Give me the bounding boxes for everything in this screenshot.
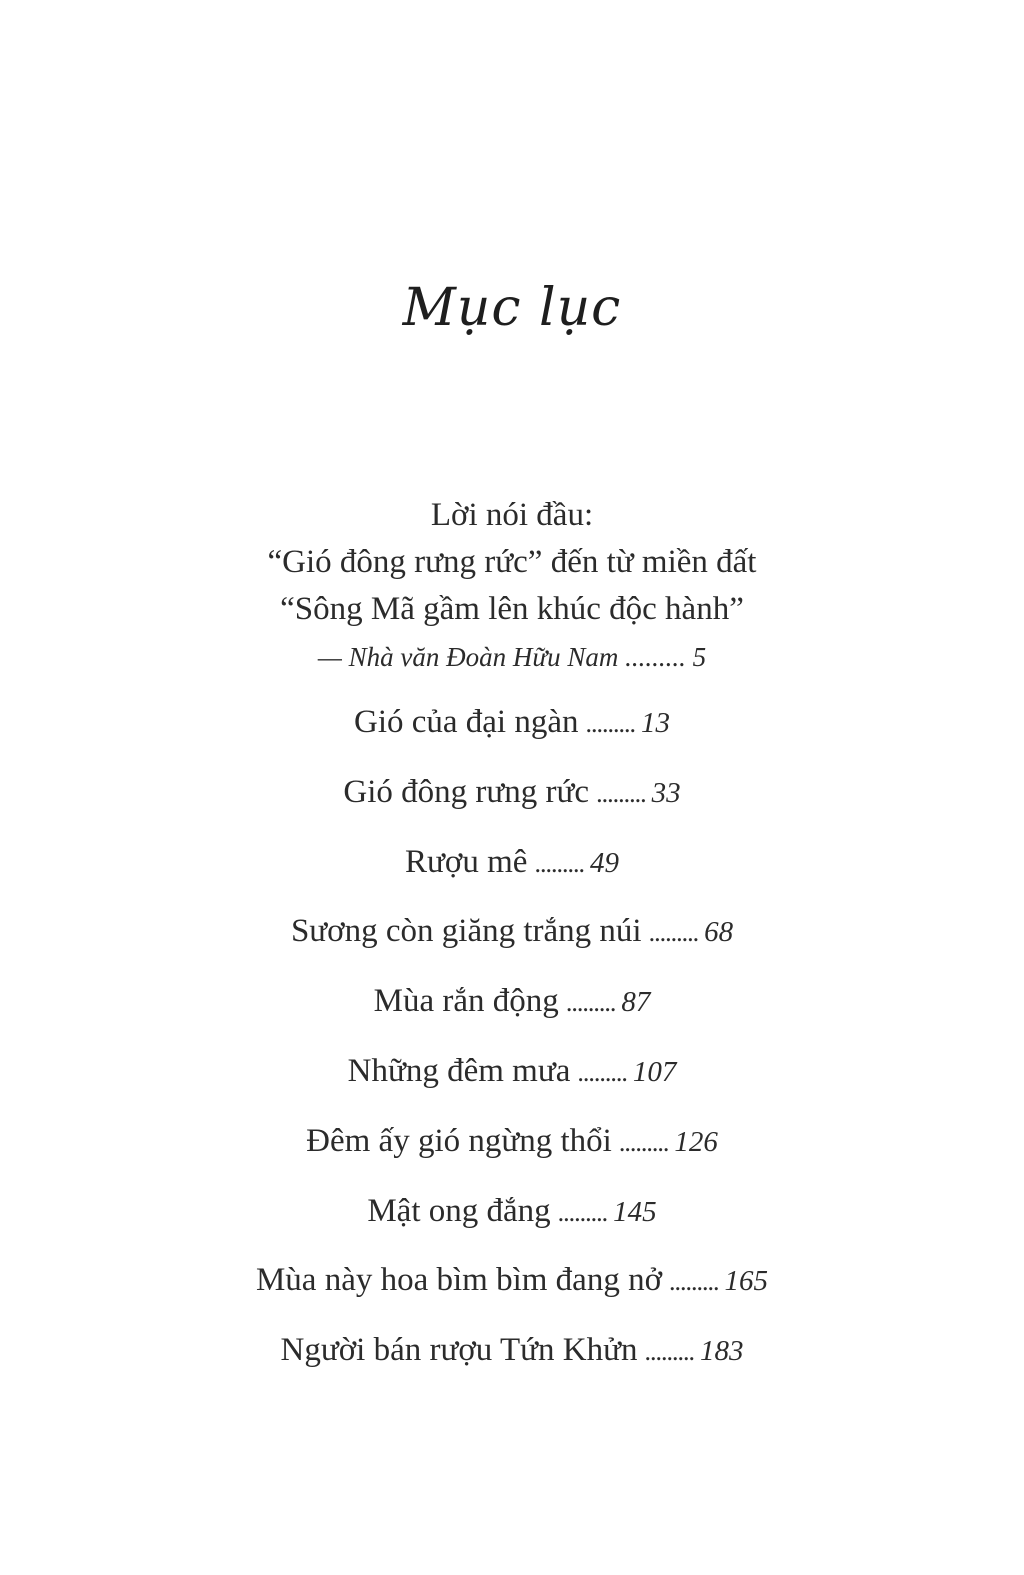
entry-page-number: 145 [613, 1195, 657, 1228]
preface-author-line [0, 635, 1024, 679]
entry-title: Gió đông rưng rức [343, 773, 590, 810]
toc-entry [0, 1109, 1024, 1179]
entry-page-number: 126 [674, 1125, 718, 1158]
entry-leader: ......... [585, 709, 635, 738]
page-title: Mục lục [402, 278, 622, 338]
entry-page-number: 107 [632, 1055, 677, 1088]
entry-title: Đêm ấy gió ngừng thổi [306, 1122, 612, 1159]
toc-entry [0, 690, 1024, 760]
entry-title: Gió của đại ngàn [353, 704, 579, 740]
entry-title: Những đêm mưa [347, 1052, 571, 1089]
entry-page-number: 13 [641, 707, 670, 739]
entry-page-number: 68 [704, 916, 734, 949]
toc-entry [0, 1179, 1024, 1249]
toc-entry [0, 760, 1024, 830]
entry-leader: ......... [644, 1337, 694, 1367]
entry-leader: ......... [565, 988, 616, 1018]
entry-page-number: 183 [699, 1335, 744, 1368]
entry-leader: ......... [557, 1197, 608, 1227]
entry-title: Người bán rượu Tứn Khửn [280, 1332, 638, 1369]
toc-entries [0, 690, 1024, 1388]
preface-author: — Nhà văn Đoàn Hữu Nam [317, 642, 619, 672]
entry-leader: ......... [618, 1127, 669, 1157]
entry-leader: ......... [534, 848, 584, 878]
entry-title: Sương còn giăng trắng núi [290, 913, 642, 950]
toc-entry [0, 1318, 1024, 1388]
entry-leader: ......... [577, 1057, 627, 1087]
preface-page-number: 5 [692, 642, 707, 672]
toc-entry [0, 1039, 1024, 1109]
toc-entry [0, 969, 1024, 1039]
entry-leader: ......... [669, 1267, 719, 1297]
entry-page-number: 33 [651, 776, 681, 809]
preface-line: “Gió đông rưng rức” đến từ miền đất [267, 544, 757, 580]
toc-entry [0, 830, 1024, 900]
entry-leader: ......... [648, 918, 699, 948]
toc-entry [0, 899, 1024, 969]
entry-page-number: 87 [621, 986, 651, 1019]
preface-line: “Sông Mã gầm lên khúc độc hành” [280, 591, 744, 627]
entry-title: Mùa này hoa bìm bìm đang nở [255, 1262, 663, 1299]
preface-line: Lời nói đầu: [430, 497, 594, 533]
toc-entry [0, 1248, 1024, 1318]
entry-title: Mật ong đắng [367, 1192, 551, 1229]
entry-title: Mùa rắn động [373, 983, 559, 1020]
entry-title: Rượu mê [405, 843, 528, 880]
preface-leader: ......... [625, 642, 686, 672]
entry-leader: ......... [596, 778, 646, 808]
entry-page-number: 49 [589, 846, 619, 879]
preface-entry [0, 492, 1024, 679]
entry-page-number: 165 [724, 1265, 769, 1298]
